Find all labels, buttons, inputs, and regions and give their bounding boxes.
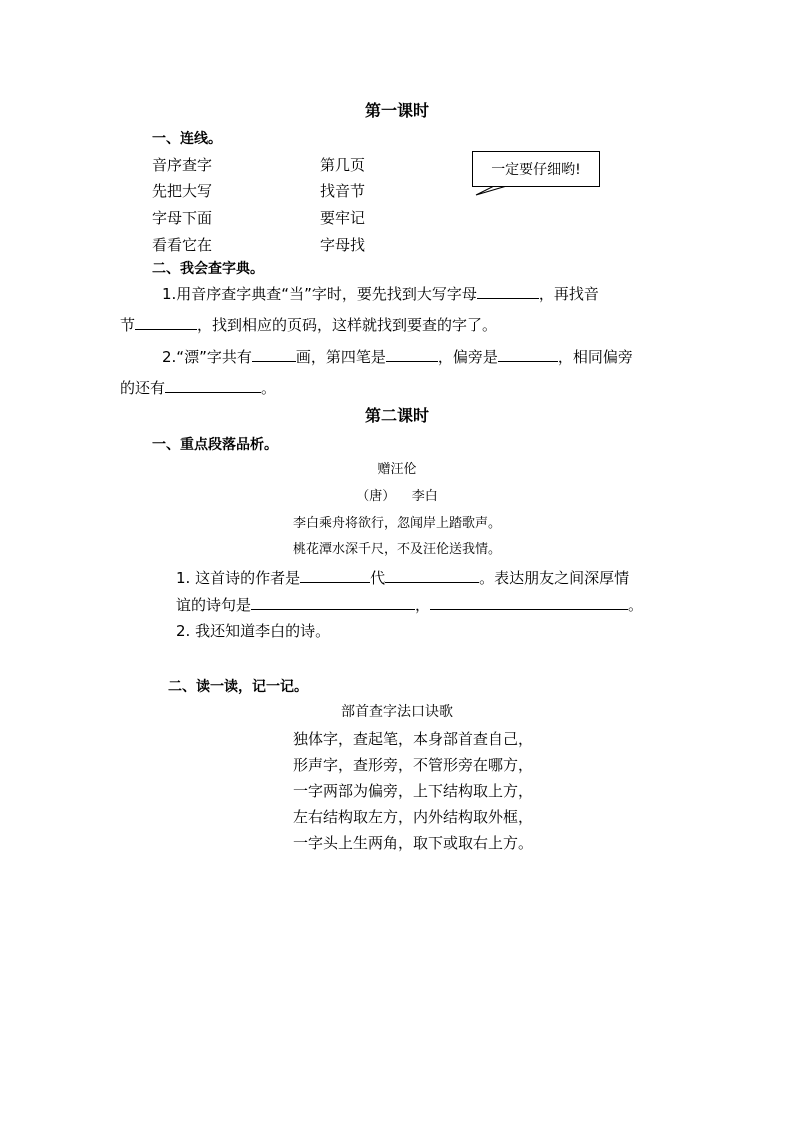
question-2-line1: 2.“漂”字共有 画，第四笔是 ，偏旁是 ，相同偏旁: [162, 348, 633, 366]
poem-line: 桃花潭水深千尺，不及汪伦送我情。: [292, 542, 501, 557]
match-right-item[interactable]: 字母找: [320, 236, 366, 254]
rhyme-line: 形声字，查形旁，不管形旁在哪方，: [293, 756, 534, 774]
question-1-line1: 1.用音序查字典查“当”字时，要先找到大写字母 ，再找音: [162, 285, 599, 303]
answer-blank[interactable]: [477, 284, 539, 299]
rhyme-line: 独体字，查起笔，本身部首查自己，: [293, 730, 534, 748]
rhyme-title: 部首查字法口诀歌: [341, 704, 453, 720]
callout-text: 一定要仔细哟!: [491, 162, 581, 178]
poem-question-1-line1: 1. 这首诗的作者是 代 。表达朋友之间深厚情: [176, 569, 630, 587]
match-right-item[interactable]: 找音节: [320, 182, 366, 200]
answer-blank[interactable]: [165, 378, 261, 393]
callout-box: [472, 151, 600, 187]
poem-line: 李白乘舟将欲行，忽闻岸上踏歌声。: [292, 516, 501, 531]
answer-blank[interactable]: [430, 595, 628, 610]
answer-blank[interactable]: [385, 568, 479, 583]
lesson2-section2-heading: 二、读一读，记一记。: [168, 679, 308, 695]
lesson2-title: 第二课时: [364, 406, 429, 425]
poem-title: 赠汪伦: [377, 462, 417, 477]
answer-blank[interactable]: [135, 315, 197, 330]
rhyme-line: 左右结构取左方，内外结构取外框，: [293, 808, 534, 826]
lesson1-section2-heading: 二、我会查字典。: [152, 261, 264, 277]
answer-blank[interactable]: [251, 595, 415, 610]
match-left-item[interactable]: 音序查字: [152, 156, 213, 174]
match-right-item[interactable]: 第几页: [320, 156, 366, 174]
match-left-item[interactable]: 看看它在: [152, 236, 213, 254]
question-1-line2: 节 ，找到相应的页码，这样就找到要查的字了。: [120, 316, 498, 334]
poem-author-line: （唐） 李白: [356, 489, 438, 504]
rhyme-line: 一字两部为偏旁，上下结构取上方，: [293, 782, 534, 800]
answer-blank[interactable]: [386, 347, 438, 362]
lesson1-title: 第一课时: [364, 101, 429, 120]
answer-blank[interactable]: [300, 568, 370, 583]
question-2-line2: 的还有 。: [120, 379, 277, 397]
lesson1-section1-heading: 一、连线。: [152, 131, 222, 147]
poem-question-1-line2: 谊的诗句是 ， 。: [176, 596, 644, 614]
lesson2-section1-heading: 一、重点段落品析。: [152, 437, 278, 453]
match-left-item[interactable]: 先把大写: [152, 182, 213, 200]
answer-blank[interactable]: [498, 347, 558, 362]
match-right-item[interactable]: 要牢记: [320, 209, 366, 227]
poem-question-2: 2. 我还知道李白的诗。: [176, 622, 331, 640]
rhyme-line: 一字头上生两角，取下或取右上方。: [293, 834, 534, 852]
match-left-item[interactable]: 字母下面: [152, 209, 213, 227]
answer-blank[interactable]: [252, 347, 296, 362]
